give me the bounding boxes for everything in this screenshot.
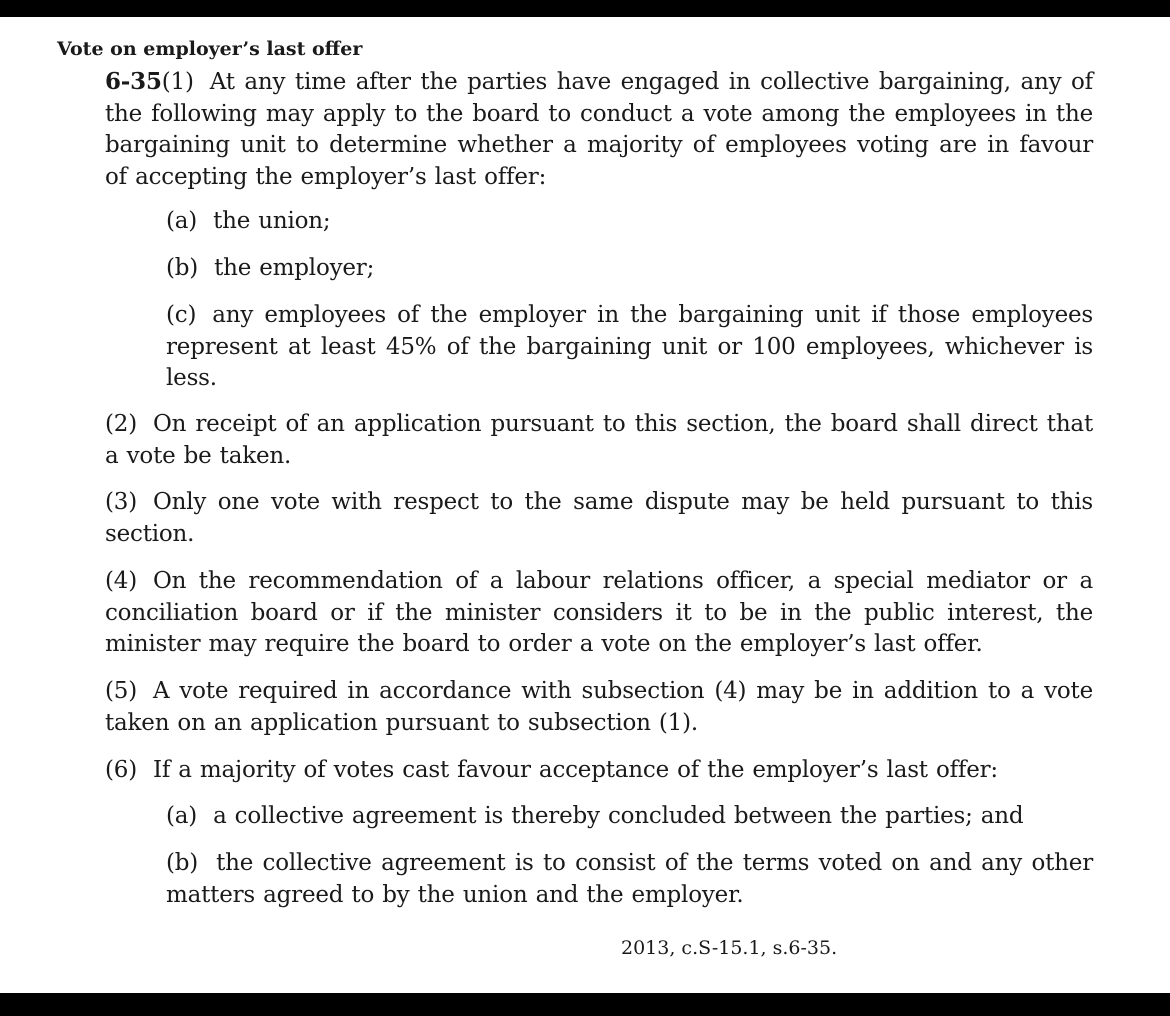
- subsection-5-text: A vote required in accordance with subsection (4) may be in addition to a vote taken on an application pursuant to subsection (1).: [105, 678, 1093, 736]
- subsection-2: [105, 409, 1093, 472]
- subsection-6-item-b: [166, 848, 1093, 911]
- item-marker: (c): [166, 302, 197, 328]
- subsection-1-text: At any time after the parties have engaged in collective bargaining, any of the following may apply to the board to conduct a vote among the employees in the bargaining unit to determine whether a majority of employees voting are in favour of accepting the employer’s last offer:: [105, 69, 1093, 190]
- subsection-1-marker: (1): [161, 69, 194, 95]
- subsection-2-text: On receipt of an application pursuant to this section, the board shall direct that a vote be taken.: [105, 411, 1093, 469]
- subsection-3: [105, 487, 1093, 550]
- subsection-6-marker: (6): [105, 757, 137, 783]
- subsection-1-item-c: [166, 300, 1093, 395]
- subsection-1-item-a: [166, 206, 1093, 238]
- subsection-1: [105, 66, 1093, 193]
- section-number: 6-35: [105, 68, 162, 95]
- subsection-4-text: On the recommendation of a labour relations officer, a special mediator or a conciliation board or if the minister considers it to be in the public interest, the minister may require the board to order a vote on the employer’s last offer.: [105, 568, 1093, 657]
- subsection-2-marker: (2): [105, 411, 137, 437]
- citation: 2013, c.S-15.1, s.6-35.: [621, 937, 838, 959]
- item-text: the employer;: [214, 255, 375, 281]
- item-marker: (a): [166, 208, 198, 234]
- subsection-1-item-b: [166, 253, 1093, 285]
- item-marker: (a): [166, 803, 198, 829]
- section-heading: Vote on employer’s last offer: [57, 38, 363, 60]
- subsection-6-text: If a majority of votes cast favour acceptance of the employer’s last offer:: [152, 757, 998, 783]
- item-text: a collective agreement is thereby concluded between the parties; and: [213, 803, 1024, 829]
- subsection-4: [105, 566, 1093, 661]
- subsection-3-marker: (3): [105, 489, 137, 515]
- subsection-6-item-a: [166, 801, 1093, 833]
- document-page: [0, 17, 1170, 993]
- item-marker: (b): [166, 850, 199, 876]
- item-text: the collective agreement is to consist of the terms voted on and any other matters agreed to by the union and the employer.: [166, 850, 1093, 908]
- subsection-6: [105, 755, 1093, 787]
- subsection-3-text: Only one vote with respect to the same dispute may be held pursuant to this section.: [105, 489, 1093, 547]
- subsection-5: [105, 676, 1093, 739]
- item-text: any employees of the employer in the bargaining unit if those employees represent at least 45% of the bargaining unit or 100 employees, whichever is less.: [166, 302, 1093, 391]
- item-text: the union;: [213, 208, 331, 234]
- subsection-4-marker: (4): [105, 568, 137, 594]
- item-marker: (b): [166, 255, 199, 281]
- subsection-5-marker: (5): [105, 678, 137, 704]
